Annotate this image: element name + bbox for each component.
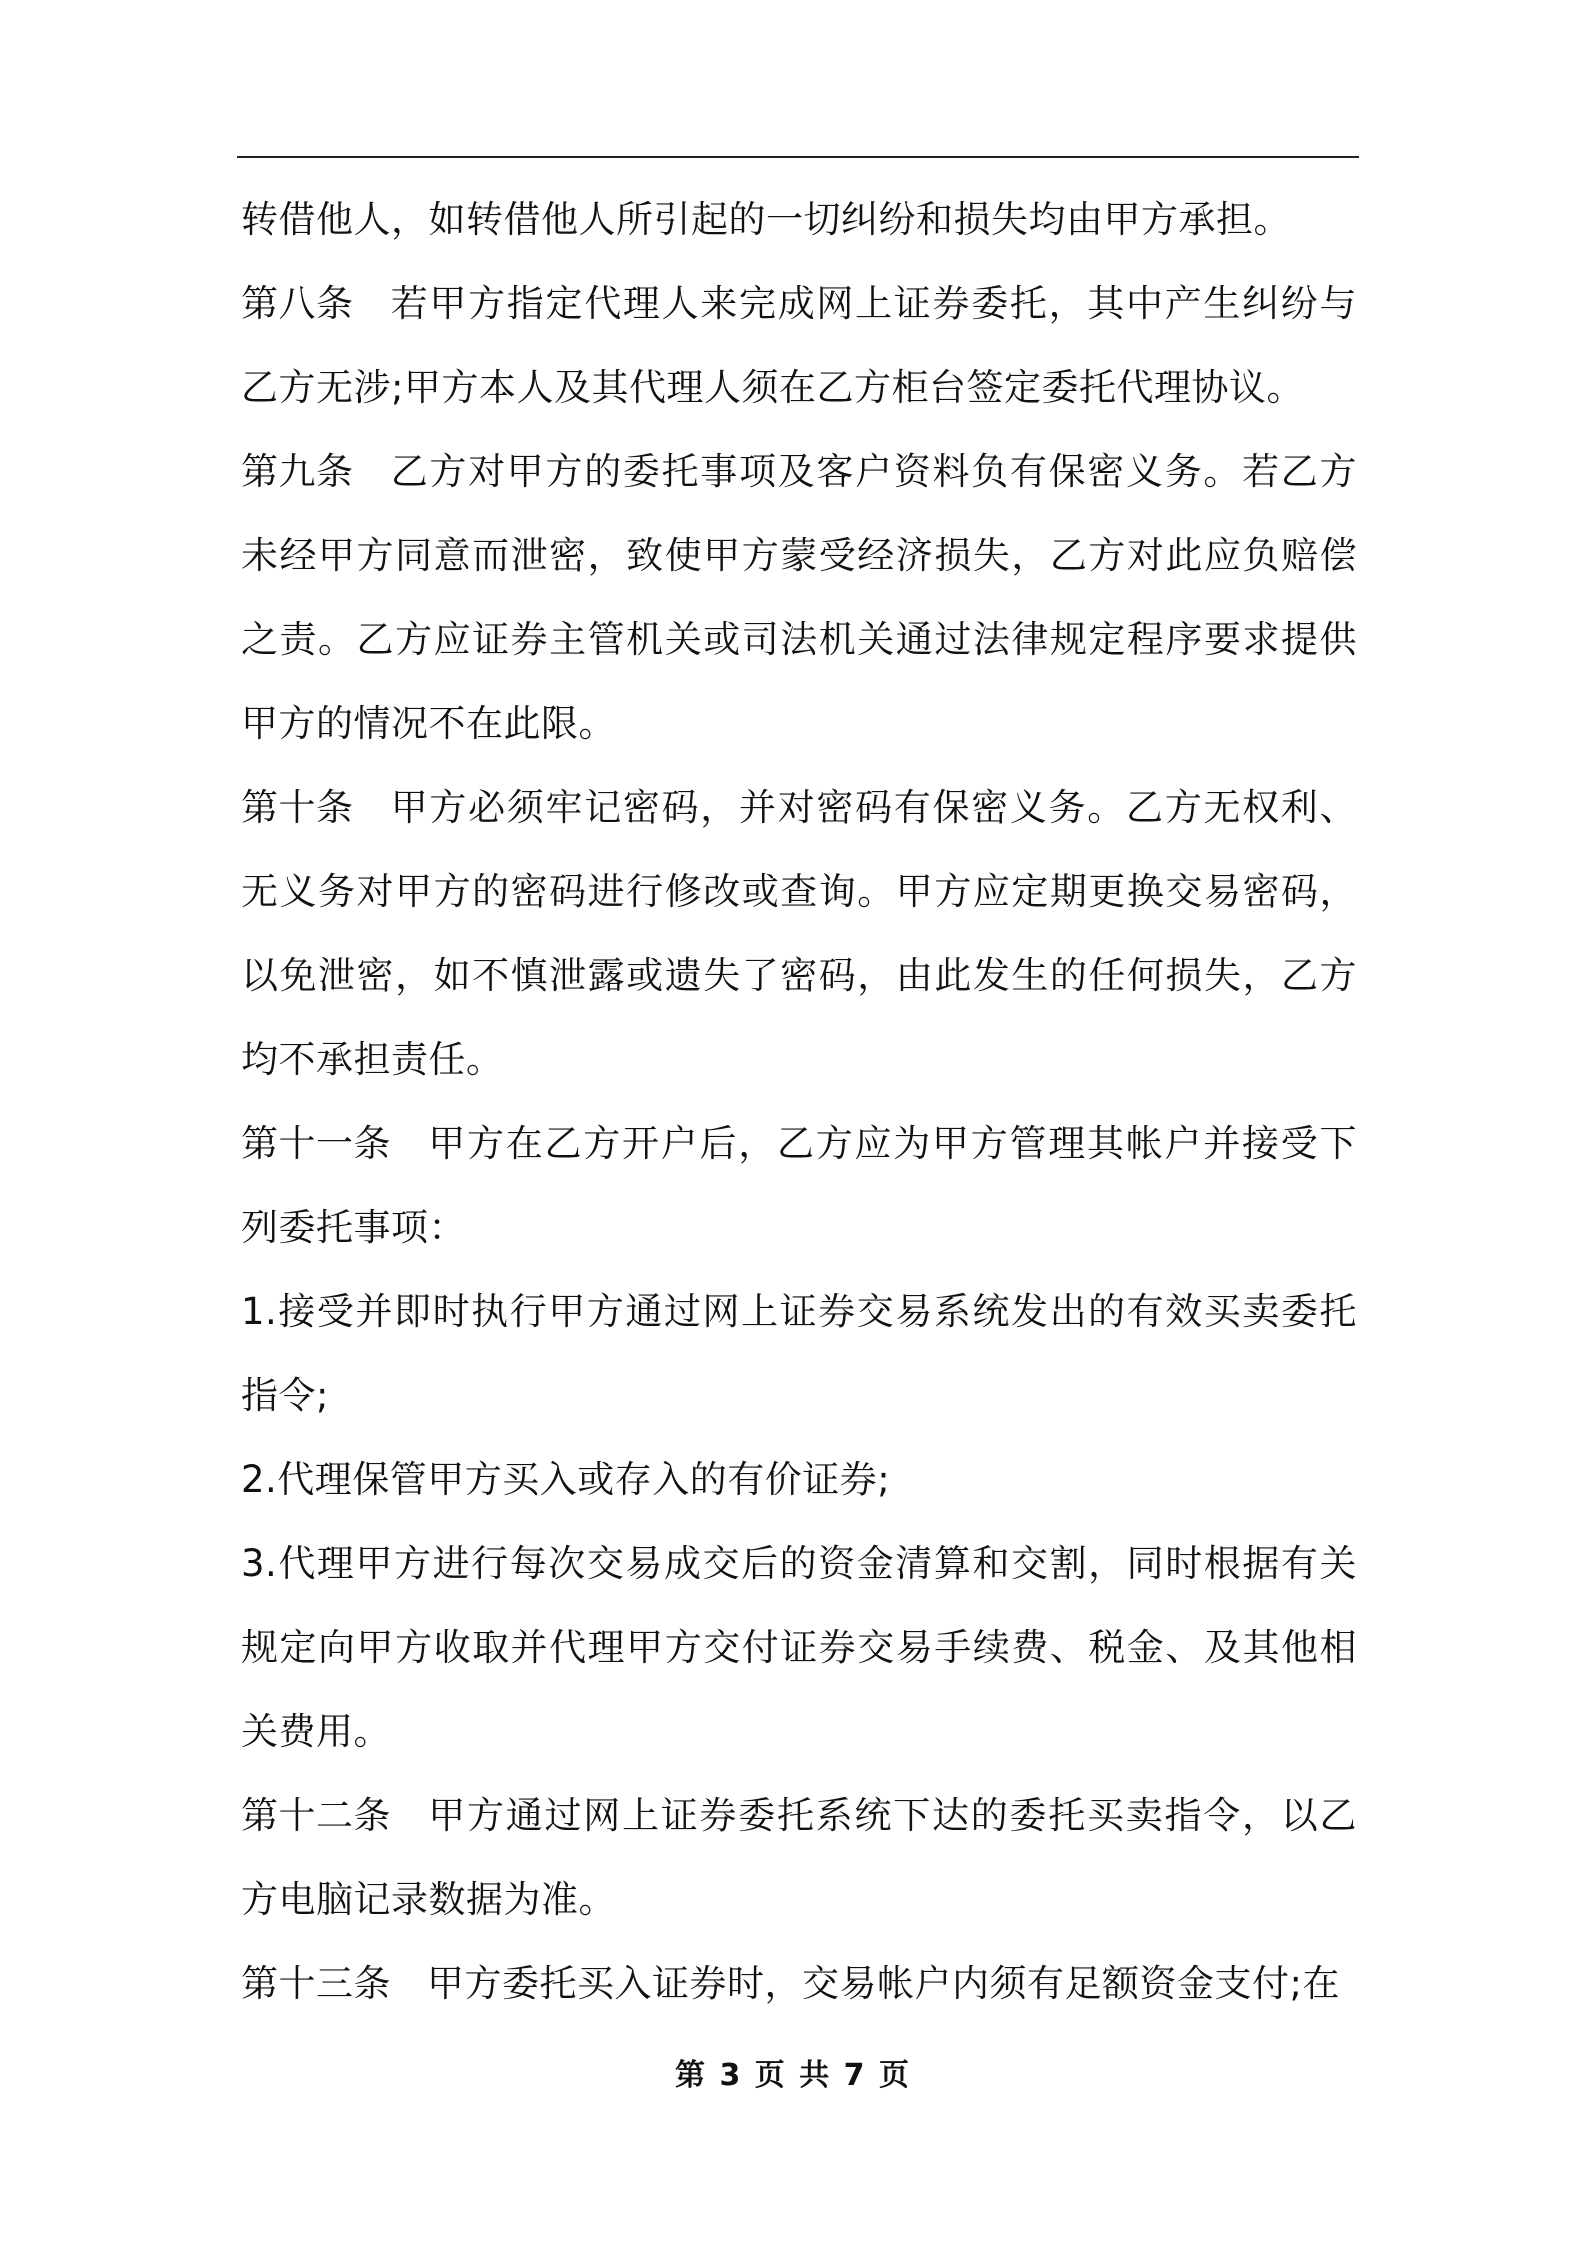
clause-12 xyxy=(241,1774,1357,1942)
list-item-2 xyxy=(241,1438,1357,1522)
clause-text: 甲方在乙方开户后，乙方应为甲方管理其帐户并接受下列委托事项： xyxy=(241,1122,1357,1249)
paragraph xyxy=(241,178,1357,262)
clause-text: 若甲方指定代理人来完成网上证券委托，其中产生纠纷与乙方无涉;甲方本人及其代理人须在乙方柜台签定委托代理协议。 xyxy=(241,282,1357,409)
list-item-1 xyxy=(241,1270,1357,1438)
clause-title: 第十条 xyxy=(241,786,354,829)
clause-text: 乙方对甲方的委托事项及客户资料负有保密义务。若乙方未经甲方同意而泄密，致使甲方蒙受经济损失，乙方对此应负赔偿之责。乙方应证券主管机关或司法机关通过法律规定程序要求提供甲方的情况不在此限。 xyxy=(241,450,1357,745)
list-item-text: 1.接受并即时执行甲方通过网上证券交易系统发出的有效买卖委托指令; xyxy=(241,1290,1357,1417)
clause-10 xyxy=(241,766,1357,1102)
list-item-3 xyxy=(241,1522,1357,1774)
clause-text: 甲方委托买入证券时，交易帐户内须有足额资金支付;在 xyxy=(427,1962,1340,2005)
clause-title: 第十一条 xyxy=(241,1122,391,1165)
paragraph-text: 转借他人，如转借他人所引起的一切纠纷和损失均由甲方承担。 xyxy=(241,198,1291,241)
clause-9 xyxy=(241,430,1357,766)
clause-title: 第九条 xyxy=(241,450,354,493)
clause-13 xyxy=(241,1942,1357,2026)
clause-11 xyxy=(241,1102,1357,1270)
clause-title: 第八条 xyxy=(241,282,354,325)
clause-8 xyxy=(241,262,1357,430)
page-number-footer: 第 3 页 共 7 页 xyxy=(675,2058,911,2093)
document-body xyxy=(241,178,1357,2026)
clause-title: 第十三条 xyxy=(241,1962,391,2005)
clause-title: 第十二条 xyxy=(241,1794,391,1837)
header-rule xyxy=(237,156,1359,158)
clause-text: 甲方必须牢记密码，并对密码有保密义务。乙方无权利、无义务对甲方的密码进行修改或查询。甲方应定期更换交易密码，以免泄密，如不慎泄露或遗失了密码，由此发生的任何损失，乙方均不承担责任。 xyxy=(241,786,1357,1081)
list-item-text: 3.代理甲方进行每次交易成交后的资金清算和交割，同时根据有关规定向甲方收取并代理甲方交付证券交易手续费、税金、及其他相关费用。 xyxy=(241,1542,1357,1753)
clause-text: 甲方通过网上证券委托系统下达的委托买卖指令，以乙方电脑记录数据为准。 xyxy=(241,1794,1357,1921)
list-item-text: 2.代理保管甲方买入或存入的有价证券; xyxy=(241,1458,891,1501)
